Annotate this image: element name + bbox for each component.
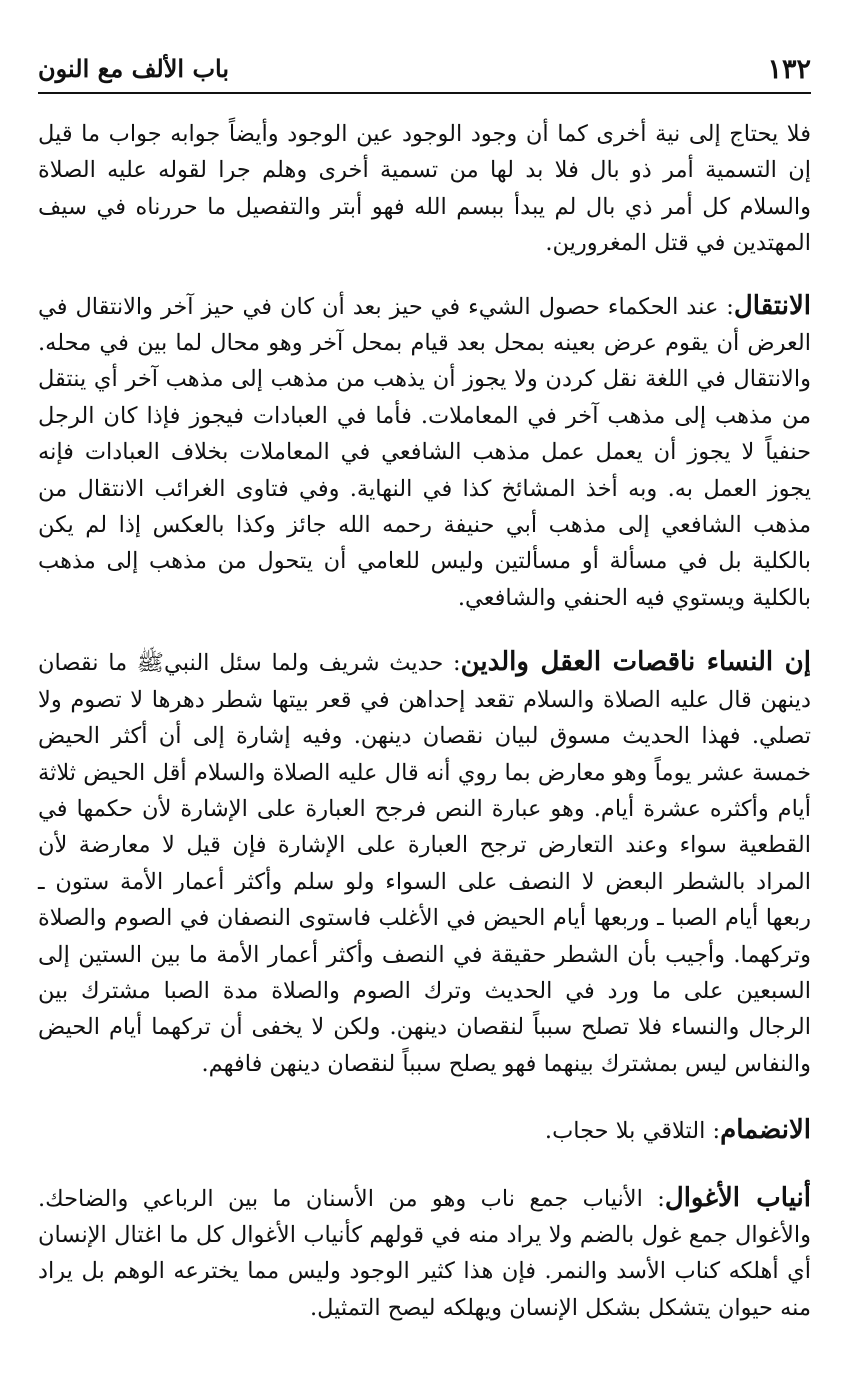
entry-indimam bbox=[38, 1112, 811, 1149]
entry-body: : الأنياب جمع ناب وهو من الأسنان ما بين الرباعي والضاحك. والأغوال جمع غول بالضم ولا يراد منه في قولهم كأنياب الأغوال كل ما اغتال الإنسان أي أهلكه كناب الأسد والنمر. فإن هذا كثير الوجود وليس مما يخترعه الوهم بل يراد منه حيوان يتشكل بشكل الإنسان ويهلكه ليصح التمثيل. bbox=[38, 1185, 811, 1321]
entry-body: : التلاقي بلا حجاب. bbox=[544, 1118, 721, 1145]
entry-term: الانضمام bbox=[720, 1115, 811, 1146]
entry-text bbox=[38, 116, 811, 262]
entry-term: الانتقال bbox=[733, 290, 811, 321]
entry-body: فلا يحتاج إلى نية أخرى كما أن وجود الوجود عين الوجود وأيضاً جوابه جواب ما قيل إن التسمية أمر ذو بال فلا بد لها من تسمية أخرى وهلم جرا لقوله عليه الصلاة والسلام كل أمر ذي بال لم يبدأ ببسم الله فهو أبتر والتفصيل ما حررناه في سيف المهتدين في قتل المغرورين. bbox=[38, 121, 811, 257]
entry-term: إن النساء ناقصات العقل والدين bbox=[460, 647, 811, 678]
page-number: ١٣٢ bbox=[767, 54, 811, 85]
entry-text bbox=[38, 288, 811, 617]
page-header bbox=[38, 52, 811, 94]
entry-term: أنياب الأغوال bbox=[664, 1182, 812, 1213]
entry-body: : عند الحكماء حصول الشيء في حيز بعد أن كان في حيز آخر والانتقال في العرض أن يقوم عرض بعينه بمحل بعد قيام بمحل آخر وهو محال لما بين في محله. والانتقال في اللغة نقل كردن ولا يجوز أن يذهب من مذهب إلى مذهب آخر أي ينتقل من مذهب إلى مذهب آخر في المعاملات. فأما في العبادات فيجوز فإذا كان الرجل حنفياً لا يجوز أن يعمل عمل مذهب الشافعي في المعاملات بخلاف العبادات فإنه يجوز العمل به. وبه أخذ المشائخ كذا في النهاية. وفي فتاوى الغرائب الانتقال من مذهب الشافعي إلى مذهب أبي حنيفة رحمه الله جائز وكذا بالعكس إذا لم يكن بالكلية بل في مسألة أو مسألتين وليس للعامي أن يتحول من مذهب إلى مذهب بالكلية ويستوي فيه الحنفي والشافعي. bbox=[38, 293, 811, 611]
entry-women-hadith bbox=[38, 644, 811, 1082]
entry-text bbox=[38, 1112, 811, 1149]
page-body bbox=[38, 116, 811, 1326]
chapter-title: باب الألف مع النون bbox=[38, 54, 230, 83]
entry-anyab-aghwal bbox=[38, 1180, 811, 1327]
entry-text bbox=[38, 1180, 811, 1327]
entry-intiqal bbox=[38, 288, 811, 617]
entry-body: : حديث شريف ولما سئل النبيﷺ ما نقصان دينهن قال عليه الصلاة والسلام تقعد إحداهن في قعر بيتها شطر دهرها لا تصوم ولا تصلي. فهذا الحديث مسوق لبيان نقصان دينهن. وفيه إشارة إلى أن أكثر الحيض خمسة عشر يوماً وهو معارض بما روي أنه قال عليه الصلاة والسلام أقل الحيض ثلاثة أيام وأكثره عشرة أيام. وهو عبارة النص فرجح العبارة على الإشارة لأن حكمها في القطعية سواء وعند التعارض ترجح العبارة على الإشارة فإن قيل لا معارضة لأن المراد بالشطر البعض لا النصف على السواء ولو سلم وأكثر أعمار الأمة ستون ـ ربعها أيام الصبا ـ وربعها أيام الحيض في الأغلب فاستوى النصفان في الصوم والصلاة وتركهما. وأجيب بأن الشطر حقيقة في النصف وأكثر أعمار الأمة ما بين الستين إلى السبعين على ما ورد في الحديث وترك الصوم والصلاة مدة الصبا مشترك بين الرجال والنساء فلا تصلح سبباً لنقصان دينهن. ولكن لا يخفى أن تركهما أيام الحيض والنفاس ليس بمشترك بينهما فهو يصلح سبباً لنقصان دينهن فافهم. bbox=[38, 650, 811, 1077]
entry-text bbox=[38, 644, 811, 1082]
entry-continuation bbox=[38, 116, 811, 262]
